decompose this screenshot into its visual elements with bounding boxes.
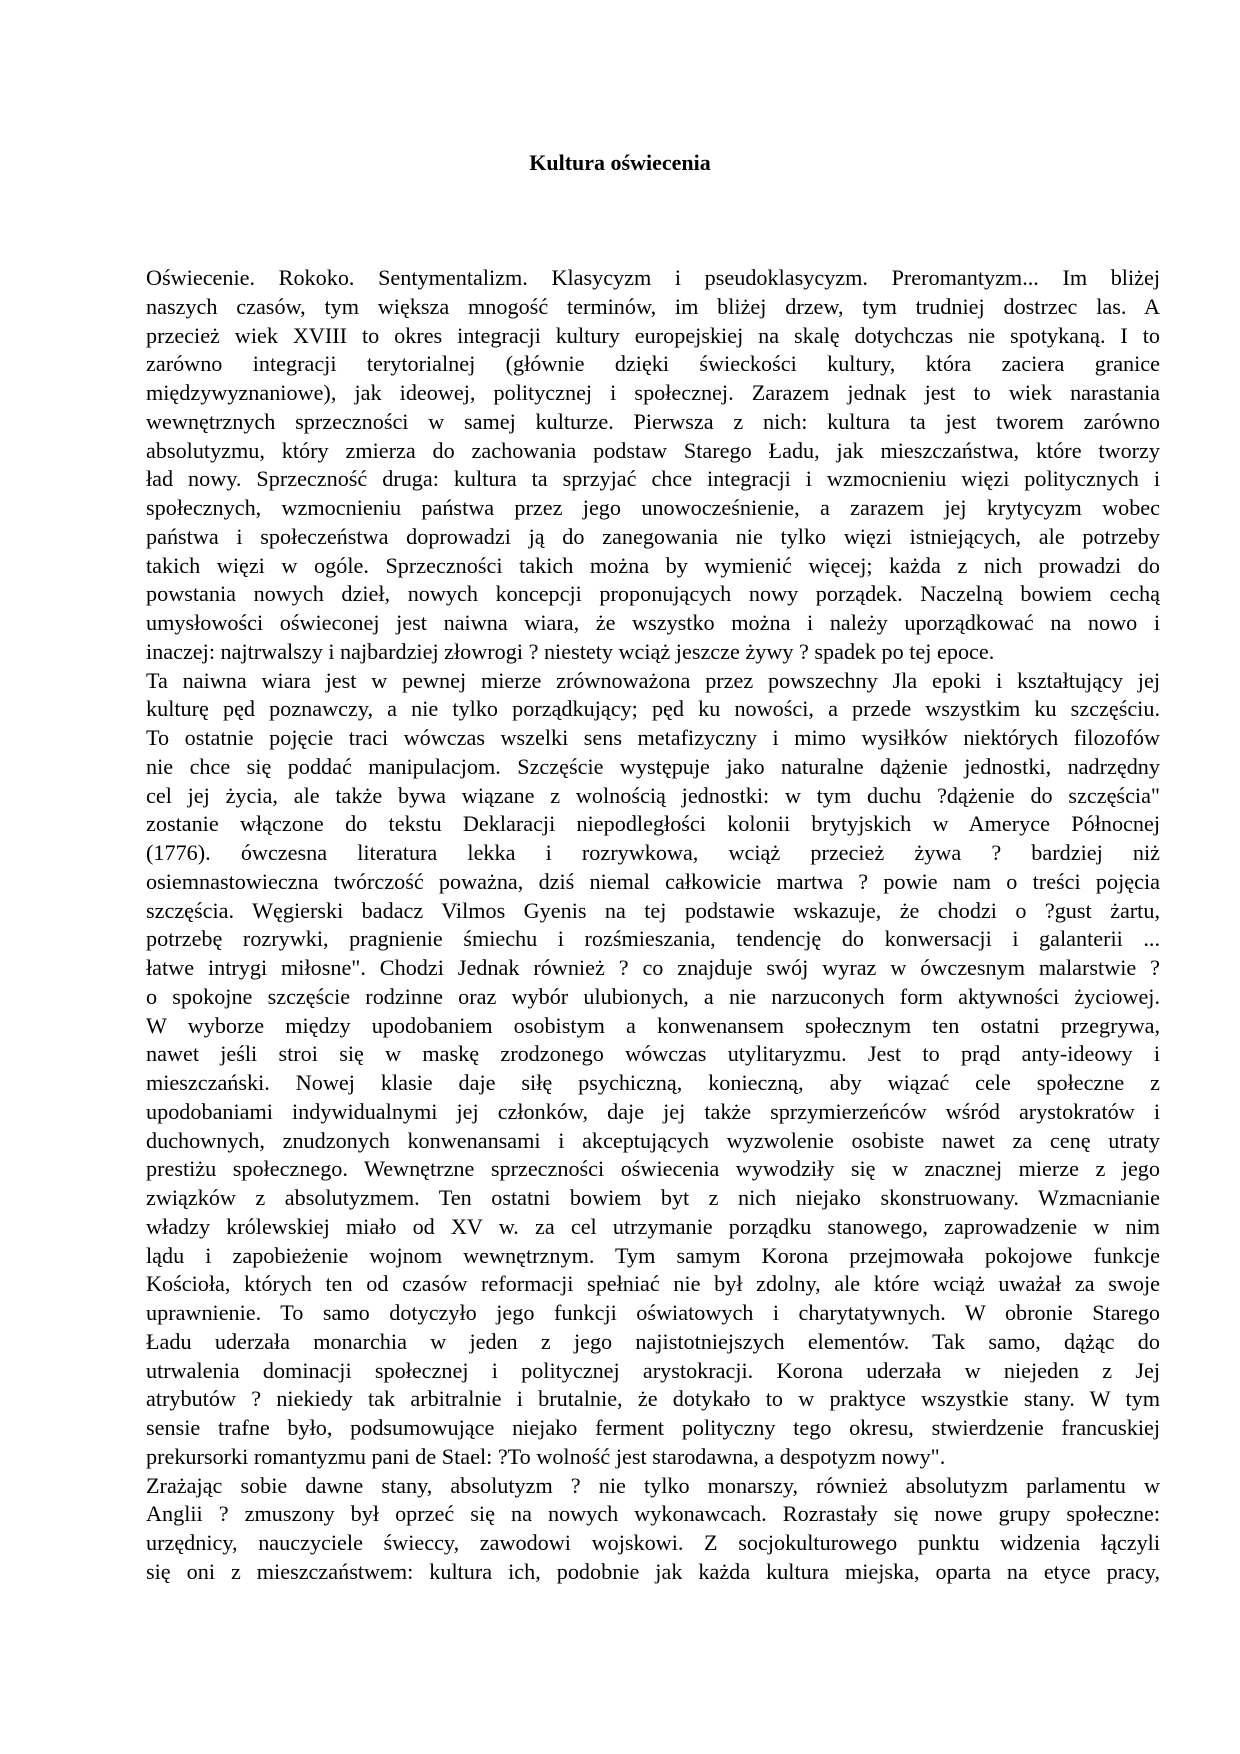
text-line: przecież wiek XVIII to okres integracji kultury europejskiej na skalę dotychczas nie spotykaną. I to: [146, 322, 1160, 348]
text-line: władzy królewskiej miało od XV w. za cel utrzymanie porządku stanowego, zaprowadzenie w nim: [146, 1213, 1160, 1239]
text-line: sensie trafne było, podsumowujące niejako ferment polityczny tego okresu, stwierdzenie francuskiej: [146, 1415, 1160, 1440]
text-line: zostanie włączone do tekstu Deklaracji niepodległości kolonii brytyjskich w Ameryce Północnej: [146, 811, 1160, 837]
document-body: [146, 264, 1160, 1587]
text-line: zarówno integracji terytorialnej (głównie dzięki świeckości kultury, która zaciera granice: [146, 351, 1160, 377]
text-line: duchownych, znudzonych konwenansami i akceptujących wyzwolenie osobiste nawet za cenę utraty: [146, 1127, 1160, 1153]
text-line: społecznych, wzmocnieniu państwa przez jego unowocześnienie, a zarazem jej krytycyzm wobec: [146, 495, 1160, 520]
text-line: upodobaniami indywidualnymi jej członków, daje jej także sprzymierzeńców wśród arystokratów i: [146, 1098, 1160, 1124]
text-line: związków z absolutyzmem. Ten ostatni bowiem byt z nich niejako skonstruowany. Wzmacnianie: [146, 1185, 1160, 1210]
text-line: lądu i zapobieżenie wojnom wewnętrznym. Tym samym Korona przejmowała pokojowe funkcje: [146, 1242, 1160, 1268]
text-line: łatwe intrygi miłosne". Chodzi Jednak również ? co znajduje swój wyraz w ówczesnym malarstwie ?: [146, 955, 1160, 980]
document-title: Kultura oświecenia: [529, 150, 711, 175]
text-line: o spokojne szczęście rodzinne oraz wybór ulubionych, a nie narzuconych form aktywności życiowej.: [146, 983, 1160, 1009]
text-line: Kościoła, których ten od czasów reformacji spełniać nie był zdolny, ale które wciąż uważał za swoje: [146, 1271, 1160, 1297]
text-line: cel jej życia, ale także bywa wiązane z wolnością jednostki: w tym duchu ?dążenie do szczęścia": [146, 782, 1160, 808]
text-line: kulturę pęd poznawczy, a nie tylko porządkujący; pęd ku nowości, a przede wszystkim ku szczęściu.: [146, 696, 1160, 722]
text-line: prestiżu społecznego. Wewnętrzne sprzeczności oświecenia wywodziły się w znacznej mierze z jego: [146, 1156, 1160, 1182]
text-line: potrzebę rozrywki, pragnienie śmiechu i rozśmieszania, tendencję do konwersacji i galanterii ...: [146, 926, 1160, 952]
text-line: Oświecenie. Rokoko. Sentymentalizm. Klasycyzm i pseudoklasycyzm. Preromantyzm... Im bliżej: [146, 265, 1160, 290]
text-line: Ta naiwna wiara jest w pewnej mierze zrównoważona przez powszechny Jla epoki i kształtujący jej: [146, 667, 1160, 693]
text-line: się oni z mieszczaństwem: kultura ich, podobnie jak każda kultura miejska, oparta na etyce pracy,: [146, 1558, 1160, 1584]
text-line: takich więzi w ogóle. Sprzeczności takich można by wymienić więcej; każda z nich prowadzi do: [146, 552, 1160, 578]
text-line: wewnętrznych sprzeczności w samej kulturze. Pierwsza z nich: kultura ta jest tworem zarówno: [146, 408, 1160, 434]
text-line: uprawnienie. To samo dotyczyło jego funkcji oświatowych i charytatywnych. W obronie Starego: [146, 1300, 1160, 1325]
text-line: państwa i społeczeństwa doprowadzi ją do zanegowania nie tylko więzi istniejących, ale potrzeby: [146, 523, 1160, 549]
text-line: (1776). ówczesna literatura lekka i rozrywkowa, wciąż przecież żywa ? bardziej niż: [146, 840, 1160, 865]
text-line: szczęścia. Węgierski badacz Vilmos Gyenis na tej podstawie wskazuje, że chodzi o ?gust żartu,: [146, 897, 1160, 923]
text-line: inaczej: najtrwalszy i najbardziej złowrogi ? niestety wciąż jeszcze żywy ? spadek po tej epoce.: [146, 638, 995, 664]
text-line: powstania nowych dzieł, nowych koncepcji proponujących nowy porządek. Naczelną bowiem cechą: [146, 581, 1160, 607]
text-line: naszych czasów, tym większa mnogość terminów, im bliżej drzew, tym trudniej dostrzec las. A: [146, 293, 1160, 319]
text-line: osiemnastowieczna twórczość poważna, dziś niemal całkowicie martwa ? powie nam o treści pojęcia: [146, 868, 1160, 894]
text-line: ład nowy. Sprzeczność druga: kultura ta sprzyjać chce integracji i wzmocnieniu więzi politycznych i: [146, 466, 1160, 492]
text-line: Anglii ? zmuszony był oprzeć się na nowych wykonawcach. Rozrastały się nowe grupy społeczne:: [146, 1501, 1160, 1527]
text-line: W wyborze między upodobaniem osobistym a konwenansem społecznym ten ostatni przegrywa,: [146, 1012, 1160, 1038]
text-line: urzędnicy, nauczyciele świeccy, zawodowi wojskowi. Z socjokulturowego punktu widzenia łączyli: [146, 1530, 1160, 1555]
text-line: absolutyzmu, który zmierza do zachowania podstaw Starego Ładu, jak mieszczaństwa, które tworzy: [146, 437, 1160, 463]
text-line: nawet jeśli stroi się w maskę zrodzonego wówczas utylitaryzmu. Jest to prąd anty-ideowy i: [146, 1041, 1160, 1067]
text-line: Ładu uderzała monarchia w jeden z jego najistotniejszych elementów. Tak samo, dążąc do: [146, 1328, 1160, 1354]
text-line: międzywyznaniowe), jak ideowej, politycznej i społecznej. Zarazem jednak jest to wiek narastania: [146, 380, 1160, 405]
text-line: umysłowości oświeconej jest naiwna wiara, że wszystko można i należy uporządkować na nowo i: [146, 610, 1160, 635]
text-line: Zrażając sobie dawne stany, absolutyzm ? nie tylko monarszy, również absolutyzm parlamentu w: [146, 1472, 1160, 1498]
text-line: mieszczański. Nowej klasie daje siłę psychiczną, konieczną, aby wiązać cele społeczne z: [146, 1070, 1160, 1095]
text-line: utrwalenia dominacji społecznej i politycznej arystokracji. Korona uderzała w niejeden z Jej: [146, 1357, 1160, 1383]
text-line: prekursorki romantyzmu pani de Stael: ?To wolność jest starodawna, a despotyzm nowy".: [146, 1443, 946, 1469]
text-line: To ostatnie pojęcie traci wówczas wszelki sens metafizyczny i mimo wysiłków niektórych filozofów: [146, 725, 1160, 750]
text-line: nie chce się poddać manipulacjom. Szczęście występuje jako naturalne dążenie jednostki, nadrzędny: [146, 753, 1160, 779]
text-line: atrybutów ? niekiedy tak arbitralnie i brutalnie, że dotykało to w praktyce wszystkie stany. W tym: [146, 1386, 1160, 1412]
